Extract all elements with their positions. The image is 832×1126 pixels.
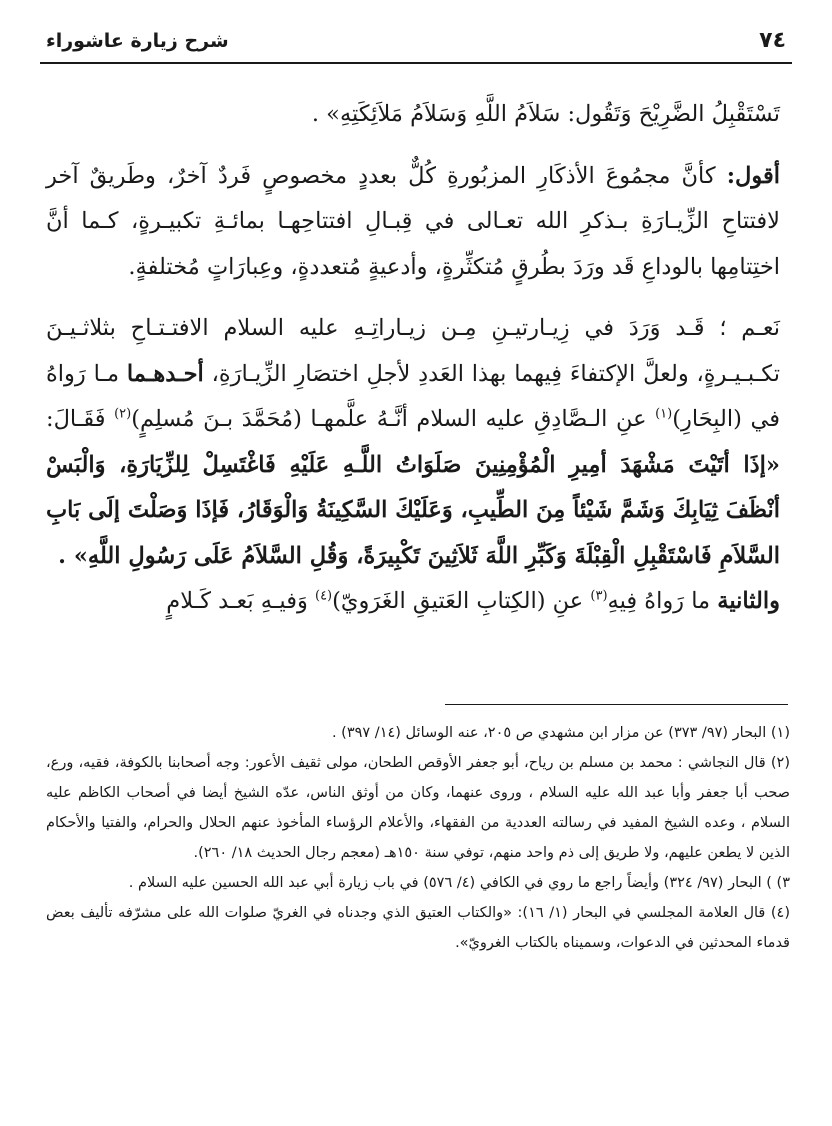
hadith-quote: «إذَا أتَيْتَ مَشْهَدَ أمِيرِ الْمُؤْمِنِينَ صَلَوَاتُ اللَّـهِ عَلَيْهِ فَاغْتَسِلْ لِلزِّيَارَةِ، وَالْبَسْ أنْظَفَ ثِيَابِكَ وَشَمَّ شَيْئاً مِنَ الطِّيبِ، وَعَلَيْكَ السَّكِينَةُ وَالْوَقَارُ، فَإذَا وَصَلْتَ إلَى بَابِ السَّلاَمِ فَاسْتَقْبِلِ الْقِبْلَةَ وَكَبِّرِ اللَّهَ ثَلاَثِينَ تَكْبِيرَةً، وَقُلِ السَّلاَمُ عَلَى رَسُولِ اللَّهِ» . <box>46 451 780 569</box>
footnote-2: (٢) قال النجاشي : محمد بن مسلم بن رياح، أبو جعفر الأوقص الطحان، مولى ثقيف الأعور: وجه أصحابنا بالكوفة، فقيه، ورع، صحب أبا جعفر وأبا عبد الله عليه السلام ، وروى عنهما، وكان من أوثق الناس، عدّه الشيخ أيضا في أصحاب الكاظم عليه السلام ، وعده الشيخ المفيد في رسالته العددية من الفقهاء، والأعلام الرؤساء المأخوذ عنهم الحلال والحرام، والفتيا والأحكام الذين لا يطعن عليهم، ولا طريق إلى ذم واحد منهم، توفي سنة ١٥٠هـ (معجم رجال الحديث ١٨/ ٢٦٠). <box>46 755 790 861</box>
paragraph-1: تَسْتَقْبِلُ الضَّرِيْحَ وَتَقُول: سَلاَمُ اللَّهِ وَسَلاَمُ مَلاَئِكَتِهِ» . <box>311 101 780 127</box>
paragraph-3-source: مـا رَواهُ في (البِحَارِ) <box>46 360 781 432</box>
footnote-3: ٣) ) البحار (٩٧/ ٣٢٤) وأيضاً راجع ما روي في الكافي (٤/ ٥٧٦) في باب زيارة أبي عبد الله الحسين عليه السلام . <box>128 875 790 891</box>
paragraph-2-text: كأنَّ مجمُوعَ الأذكَارِ المزبُورةِ كُلٌّ بعددٍ مخصوصٍ فَردٌ آخرٌ، وطَريقٌ آخر لافتتاحِ الزِّيـارَةِ بـذكرِ الله تعـالى في قِبـالِ افتتاحِهـا بمائـةِ تكبيـرةٍ، كـما أنَّ اختِتامِها بالوداعِ قَد ورَدَ بطُرقٍ مُتكثِّرةٍ، وأدعيةٍ مُتعددةٍ، وعِبارَاتٍ مُختلفةٍ. <box>46 162 780 280</box>
aqul-label: أقول: <box>726 162 780 189</box>
paragraph-4-intro: ما رَواهُ فِيهِ <box>607 588 711 614</box>
book-title: شرح زيارة عاشوراء <box>46 30 229 52</box>
paragraph-4-source: عنِ (الكِتابِ العَتيقِ الغَرَويّ) <box>332 588 584 614</box>
footnote-4: (٤) قال العلامة المجلسي في البحار (١/ ١٦): «والكتاب العتيق الذي وجدناه في الغريّ صلوات الله على مشرّفه تأليف بعض قدماء المحدثين في الدعوات، وسميناه بالكتاب الغرويّ». <box>46 905 790 951</box>
page-number: ٧٤ <box>759 28 786 53</box>
running-header <box>40 26 792 64</box>
paragraph-3-intro: نَعـم ؛ قَـد وَرَدَ في زِيـارتيـنِ مِـن زيـاراتِـهِ عليه السلام الافتـتـاحِ بثلاثـيـنَ تكـبـيـرةٍ، ولعلَّ الإكتفاءَ فِيهما بهذا العَددِ لأجلِ اختصَارِ الزِّيـارَةِ، <box>46 315 780 387</box>
paragraph-4 <box>46 579 780 625</box>
second-narration-label: والثانية <box>717 588 780 614</box>
footnote-1: (١) البحار (٩٧/ ٣٧٣) عن مزار ابن مشهدي ص ٢٠٥، عنه الوسائل (١٤/ ٣٩٧) . <box>331 725 790 741</box>
footnote-ref-2[interactable]: (٢) <box>114 406 132 422</box>
footnote-separator <box>445 704 788 705</box>
paragraph-4-cont: وَفيـهِ بَعـد كَـلامٍ <box>166 588 308 614</box>
footnote-ref-3[interactable]: (٣) <box>590 588 608 604</box>
paragraph-3-said: فَقَـالَ: <box>46 406 106 432</box>
main-text <box>46 92 780 625</box>
first-narration-label: أحـدهـما <box>126 360 204 387</box>
paragraph-2 <box>46 154 780 291</box>
paragraph-3 <box>46 306 780 579</box>
footnotes <box>46 718 790 958</box>
footnote-ref-4[interactable]: (٤) <box>314 588 333 604</box>
footnote-ref-1[interactable]: (١) <box>655 406 673 422</box>
paragraph-3-narrator: عنِ الـصَّادِقِ عليه السلام أنَّـهُ علَّمهـا (مُحَمَّدَ بـنَ مُسلِمٍ) <box>131 406 647 432</box>
